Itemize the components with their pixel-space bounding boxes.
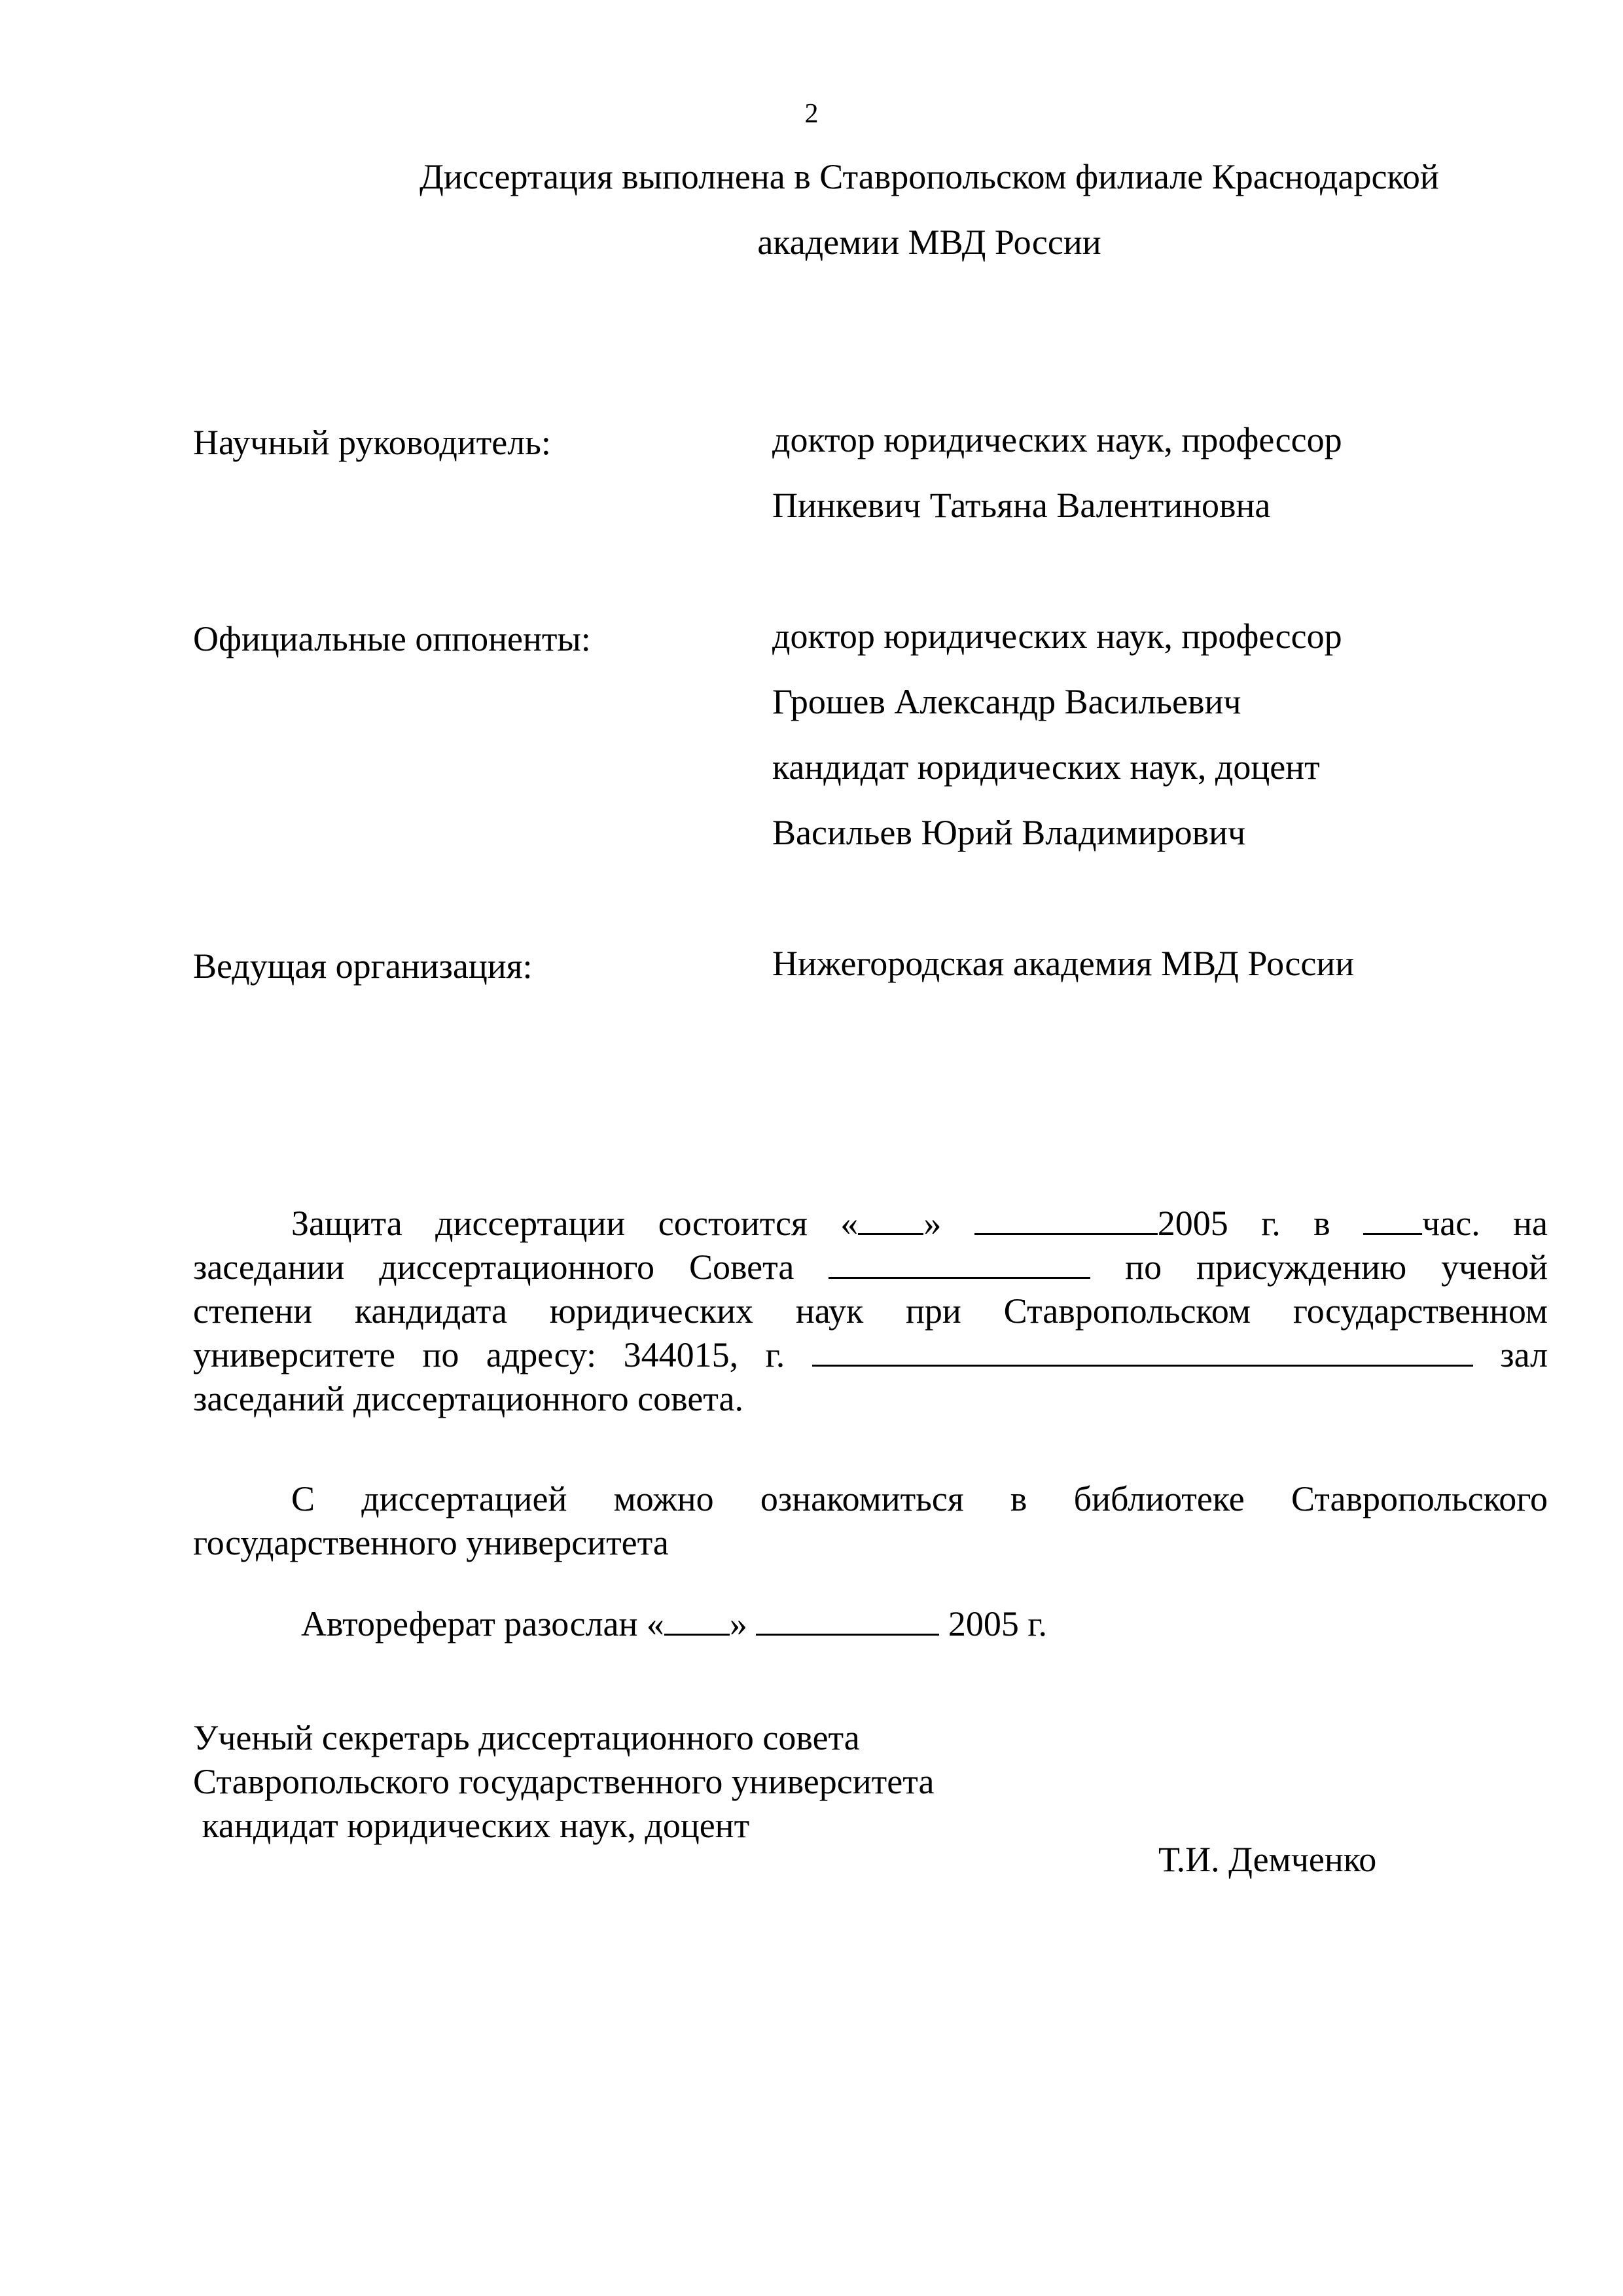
hour-blank[interactable] xyxy=(1363,1204,1422,1235)
abstract-month-blank[interactable] xyxy=(756,1605,939,1636)
leading-org-value xyxy=(772,931,1354,996)
library-line-2: государственного университета xyxy=(193,1523,669,1562)
supervisor-title: доктор юридических наук, профессор xyxy=(772,420,1342,459)
defense-paragraph xyxy=(193,1202,1548,1421)
page-number: 2 xyxy=(804,99,819,129)
opponents-label: Официальные оппоненты: xyxy=(193,619,591,658)
opponent-2-name: Васильев Юрий Владимирович xyxy=(772,813,1246,852)
abstract-day-blank[interactable] xyxy=(664,1605,730,1636)
secretary-block xyxy=(193,1716,934,1848)
council-blank[interactable] xyxy=(829,1248,1090,1279)
defense-line-5: заседаний диссертационного совета. xyxy=(193,1379,744,1418)
secretary-line-1: Ученый секретарь диссертационного совета xyxy=(193,1718,860,1757)
library-paragraph xyxy=(193,1477,1548,1565)
address-blank[interactable] xyxy=(812,1336,1473,1367)
opponent-1-name: Грошев Александр Васильевич xyxy=(772,682,1241,721)
opponent-2-title: кандидат юридических наук, доцент xyxy=(772,747,1320,787)
defense-line-2: заседании диссертационного Совета по присуждению ученой xyxy=(193,1247,1548,1287)
defense-line-4: университете по адресу: 344015, г. зал xyxy=(193,1335,1548,1374)
defense-line-1: Защита диссертации состоится « » 2005 г. в час. на xyxy=(291,1204,1548,1243)
secretary-line-2: Ставропольского государственного университета xyxy=(193,1762,935,1801)
opponents-value xyxy=(772,603,1342,865)
opponent-1-title: доктор юридических наук, профессор xyxy=(772,617,1342,656)
defense-line-3: степени кандидата юридических наук при Ставропольском государственном xyxy=(193,1291,1548,1331)
secretary-name: Т.И. Демченко xyxy=(1158,1840,1377,1879)
leading-org-name: Нижегородская академия МВД России xyxy=(772,944,1355,983)
leading-org-label: Ведущая организация: xyxy=(193,946,533,986)
month-blank[interactable] xyxy=(974,1204,1158,1235)
heading-line-1: Диссертация выполнена в Ставропольском филиале Краснодарской xyxy=(419,157,1439,196)
secretary-line-3: кандидат юридических наук, доцент xyxy=(193,1806,750,1845)
document-heading xyxy=(262,144,1597,275)
day-blank[interactable] xyxy=(858,1204,923,1235)
supervisor-label: Научный руководитель: xyxy=(193,423,551,462)
supervisor-value xyxy=(772,407,1342,538)
library-line-1: С диссертацией можно ознакомиться в библиотеке Ставропольского xyxy=(291,1479,1548,1518)
heading-line-2: академии МВД России xyxy=(757,223,1101,262)
abstract-sent-line: Автореферат разослан « » 2005 г. xyxy=(301,1604,1047,1643)
supervisor-name: Пинкевич Татьяна Валентиновна xyxy=(772,486,1271,525)
